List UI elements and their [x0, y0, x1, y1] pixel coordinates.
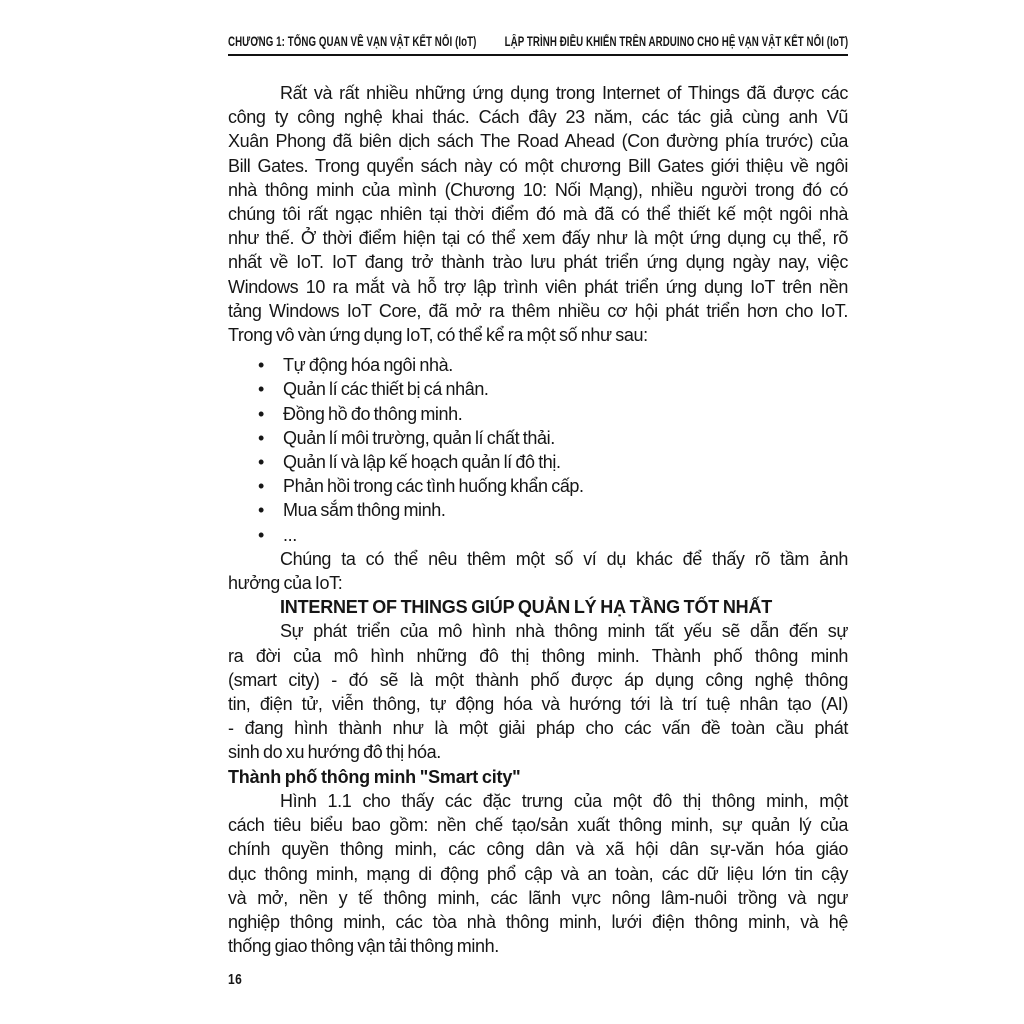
text-line: Sự phát triển của mô hình nhà thông minh tất yếu sẽ dẫn đến sự: [280, 621, 848, 642]
list-item: [228, 426, 848, 450]
text-line: Rất và rất nhiều những ứng dụng trong Internet of Things đã được các: [280, 83, 848, 103]
page-content: [228, 0, 848, 989]
text-line: chúng tôi rất ngạc nhiên tại thời điểm đó mà đã có thể thiết kế một ngôi nhà: [228, 204, 848, 225]
list-item: [228, 402, 848, 426]
list-item-label: Đồng hồ đo thông minh.: [283, 403, 463, 424]
page-body: [228, 81, 848, 958]
list-item-label: Quản lí và lập kế hoạch quản lí đô thị.: [283, 452, 561, 473]
text-line: nhất về IoT. IoT đang trở thành trào lưu phát triển ứng dụng ngày nay, việc: [228, 252, 848, 273]
iot-applications-list: [228, 353, 848, 547]
bullet-icon: •: [258, 427, 264, 448]
text-line: chính quyền thông minh, các công dân và xã hội dân sự-văn hóa giáo: [228, 839, 848, 860]
text-line: sinh do xu hướng đô thị hóa.: [228, 742, 441, 763]
bullet-icon: •: [258, 379, 264, 400]
text-line: tin, điện tử, viễn thông, tự động hóa và hướng tới là trí tuệ nhân tạo (AI): [228, 694, 848, 715]
list-item-label: Mua sắm thông minh.: [283, 500, 446, 521]
text-line: Hình 1.1 cho thấy các đặc trưng của một đô thị thông minh, một: [280, 790, 848, 811]
section-heading-infrastructure: INTERNET OF THINGS GIÚP QUẢN LÝ HẠ TẦNG TỐT NHẤT: [280, 597, 773, 618]
page-footer: [228, 971, 848, 989]
running-header: [228, 33, 848, 56]
page-number: 16: [228, 971, 243, 989]
bullet-icon: •: [258, 476, 264, 497]
text-line: Windows 10 ra mắt và hỗ trợ lập trình viên phát triển ứng dụng IoT trên nền: [228, 276, 848, 297]
bullet-icon: •: [258, 452, 264, 473]
text-line: dục thông minh, mạng di động phổ cập và an toàn, các dữ liệu lớn tin cậy: [228, 863, 848, 884]
text-line: (smart city) - đó sẽ là một thành phố được áp dụng công nghệ thông: [228, 669, 848, 690]
text-line: - đang hình thành như là một giải pháp cho các vấn đề toàn cầu phát: [228, 718, 848, 739]
list-item: [228, 353, 848, 377]
text-line: công ty công nghệ khai thác. Cách đây 23 năm, các tác giả cùng anh Vũ: [228, 107, 848, 128]
list-item-label: Quản lí môi trường, quản lí chất thải.: [283, 427, 555, 448]
header-chapter-title: CHƯƠNG 1: TỔNG QUAN VỀ VẠN VẬT KẾT NỐI (IoT): [228, 34, 477, 49]
list-item: [228, 474, 848, 498]
text-line: và mở, nền y tế thông minh, các lãnh vực nông lâm-nuôi trồng và ngư: [228, 887, 848, 908]
list-item: [228, 523, 848, 547]
text-line: thống giao thông vận tải thông minh.: [228, 936, 499, 957]
list-item-label: ...: [283, 524, 297, 545]
text-line: tảng Windows IoT Core, đã mở ra thêm nhiều cơ hội phát triển hơn cho IoT.: [228, 300, 848, 321]
paragraph-more-examples: [228, 547, 848, 595]
paragraph-iot-intro: [228, 81, 848, 347]
list-item-label: Tự động hóa ngôi nhà.: [283, 355, 453, 376]
text-line: Chúng ta có thể nêu thêm một số ví dụ khác để thấy rõ tầm ảnh: [280, 548, 848, 569]
list-item: [228, 498, 848, 522]
text-line: hưởng của IoT:: [228, 573, 343, 594]
subheading-smart-city: Thành phố thông minh "Smart city": [228, 766, 521, 787]
text-line: Xuân Phong đã biên dịch sách The Road Ahead (Con đường phía trước) của: [228, 131, 848, 152]
text-line: nhà thông minh của mình (Chương 10: Nối Mạng), nhiều người trong đó có: [228, 179, 848, 200]
bullet-icon: •: [258, 524, 264, 545]
paragraph-figure-1-1-description: [228, 789, 848, 958]
list-item-label: Phản hồi trong các tình huống khẩn cấp.: [283, 476, 584, 497]
paragraph-smartcity-intro: [228, 619, 848, 764]
bullet-icon: •: [258, 403, 264, 424]
list-item-label: Quản lí các thiết bị cá nhân.: [283, 379, 489, 400]
list-item: [228, 377, 848, 401]
bullet-icon: •: [258, 355, 264, 376]
list-item: [228, 450, 848, 474]
text-line: nghiệp thông minh, các tòa nhà thông minh, lưới điện thông minh, và hệ: [228, 911, 848, 932]
bullet-icon: •: [258, 500, 264, 521]
text-line: Bill Gates. Trong quyển sách này có một chương Bill Gates giới thiệu về ngôi: [228, 155, 848, 176]
header-book-title: LẬP TRÌNH ĐIỀU KHIỂN TRÊN ARDUINO CHO HỆ VẠN VẬT KẾT NỐI (IoT): [504, 34, 848, 49]
text-line: như thế. Ở thời điểm hiện tại có thể xem đấy như là một ứng dụng cụ thể, rõ: [228, 228, 848, 249]
text-line: cách tiêu biểu bao gồm: nền chế tạo/sản xuất thông minh, sự quản lý của: [228, 815, 848, 836]
text-line: ra đời của mô hình những đô thị thông minh. Thành phố thông minh: [228, 645, 848, 666]
text-line: Trong vô vàn ứng dụng IoT, có thể kể ra một số như sau:: [228, 325, 648, 346]
